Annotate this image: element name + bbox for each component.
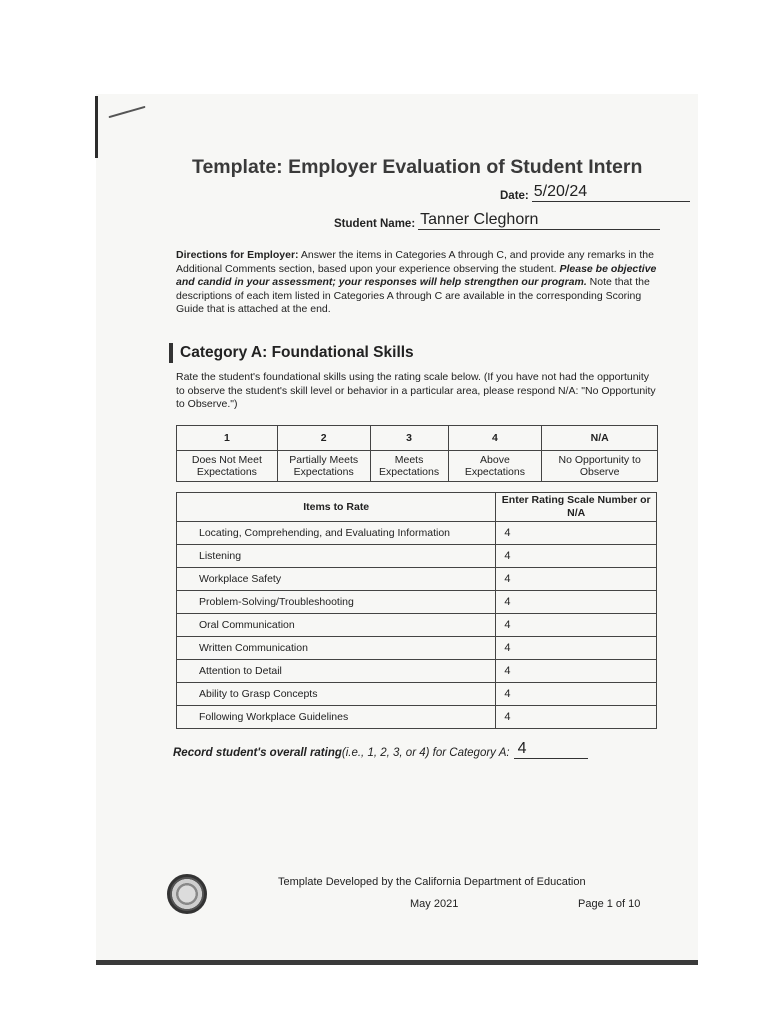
item-name: Oral Communication [177, 614, 496, 637]
overall-rating-label: Record student's overall rating [173, 747, 342, 759]
rating-column-header: Enter Rating Scale Number or N/A [496, 493, 657, 522]
table-row [177, 706, 657, 729]
table-row [177, 683, 657, 706]
scale-number-row [177, 426, 658, 451]
item-name: Problem-Solving/Troubleshooting [177, 591, 496, 614]
scale-description-row [177, 451, 658, 482]
scale-number: 3 [370, 426, 448, 451]
table-row [177, 568, 657, 591]
student-name-value: Tanner Cleghorn [418, 211, 660, 230]
overall-rating-hint: (i.e., 1, 2, 3, or 4) for Category A: [341, 747, 510, 759]
table-row [177, 591, 657, 614]
item-rating[interactable]: 4 [496, 706, 657, 729]
category-heading [169, 343, 414, 363]
item-rating[interactable]: 4 [496, 568, 657, 591]
item-name: Locating, Comprehending, and Evaluating Information [177, 522, 496, 545]
footer-developer: Template Developed by the California Department of Education [278, 876, 586, 888]
item-name: Listening [177, 545, 496, 568]
date-label: Date: [500, 190, 529, 202]
items-column-header: Items to Rate [177, 493, 496, 522]
scale-description: No Opportunity to Observe [542, 451, 658, 482]
overall-rating-field [173, 740, 588, 759]
item-rating[interactable]: 4 [496, 545, 657, 568]
item-rating[interactable]: 4 [496, 591, 657, 614]
scale-description: Partially Meets Expectations [277, 451, 370, 482]
student-name-label: Student Name: [334, 218, 416, 230]
directions-emphasis: Please be objective and candid in your assessment; your responses will help strengthen our program. [176, 262, 657, 288]
item-rating[interactable]: 4 [496, 614, 657, 637]
item-rating[interactable]: 4 [496, 683, 657, 706]
item-rating[interactable]: 4 [496, 637, 657, 660]
student-name-field [334, 211, 660, 230]
table-row [177, 614, 657, 637]
item-name: Attention to Detail [177, 660, 496, 683]
table-row [177, 522, 657, 545]
date-value: 5/20/24 [532, 183, 690, 202]
scale-number: N/A [542, 426, 658, 451]
scale-description: Meets Expectations [370, 451, 448, 482]
item-rating[interactable]: 4 [496, 522, 657, 545]
items-to-rate-table [176, 492, 657, 729]
table-row [177, 660, 657, 683]
document-title: Template: Employer Evaluation of Student Intern [192, 156, 643, 178]
directions-paragraph [176, 249, 660, 317]
item-rating[interactable]: 4 [496, 660, 657, 683]
category-title: Category A: Foundational Skills [180, 344, 414, 361]
date-field [500, 183, 690, 202]
item-name: Ability to Grasp Concepts [177, 683, 496, 706]
directions-text-1: Answer the items in Categories A through C, and provide any remarks in the Additional Comments section, based upon your experience observing the student. [176, 249, 654, 275]
category-instructions: Rate the student's foundational skills using the rating scale below. (If you have not had the opportunity to observe the student's skill level or behavior in a particular area, please respond N/A: "No Opportunity to Observe.") [176, 371, 656, 410]
footer-date: May 2021 [410, 898, 459, 910]
item-name: Following Workplace Guidelines [177, 706, 496, 729]
item-name: Workplace Safety [177, 568, 496, 591]
scale-number: 1 [177, 426, 278, 451]
item-name: Written Communication [177, 637, 496, 660]
scale-description: Above Expectations [448, 451, 542, 482]
overall-rating-value[interactable]: 4 [514, 740, 588, 759]
scale-description: Does Not Meet Expectations [177, 451, 278, 482]
rating-scale-table [176, 425, 658, 482]
directions-text-2: Note that the descriptions of each item listed in Categories A through C are available in the corresponding Scoring Guide that is attached at the end. [176, 276, 650, 315]
directions-label: Directions for Employer: [176, 249, 299, 261]
category-bar-marker [169, 343, 173, 363]
scale-number: 2 [277, 426, 370, 451]
table-row [177, 545, 657, 568]
table-header-row [177, 493, 657, 522]
state-seal-icon [167, 874, 207, 914]
footer-page-number: Page 1 of 10 [578, 898, 641, 910]
scale-number: 4 [448, 426, 542, 451]
table-row [177, 637, 657, 660]
